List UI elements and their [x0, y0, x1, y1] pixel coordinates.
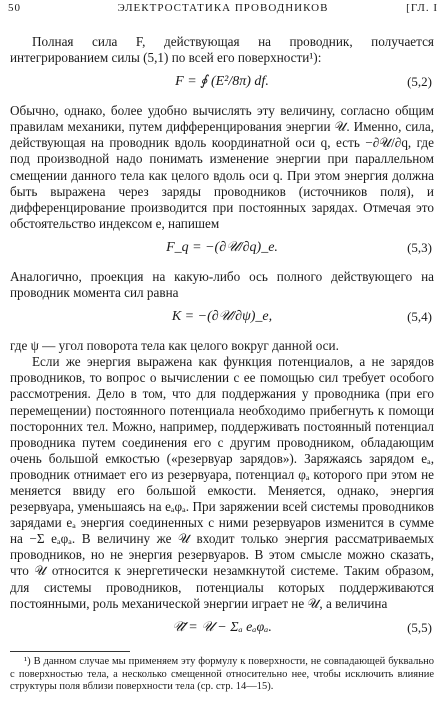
equation-5-4 — [10, 304, 434, 334]
paragraph-4: где ψ — угол поворота тела как целого вокруг данной оси. — [10, 338, 339, 354]
equation-formula: K = −(∂𝒰/∂ψ)_e, — [171, 309, 273, 325]
running-header — [8, 2, 438, 20]
main-text — [10, 34, 434, 649]
equation-5-3 — [10, 235, 434, 265]
equation-formula: 𝒰̃ = 𝒰 − Σₐ eₐφₐ. — [172, 619, 272, 635]
paragraph-1: Полная сила F, действующая на проводник, получается интегрированием силы (5,1) по всей его поверхности¹): — [10, 34, 434, 66]
running-title: ЭЛЕКТРОСТАТИКА ПРОВОДНИКОВ — [117, 2, 329, 14]
footnote: ¹) В данном случае мы применяем эту формулу к поверхности, не совпадающей буквально с поверхностью тела, а несколько смещенной относительно нее, чтобы исключить влияние структуры поля вблизи поверхности тела (ср. стр. 14—15). — [10, 656, 434, 692]
equation-5-5 — [10, 615, 434, 645]
equation-formula: F_q = −(∂𝒰/∂q)_e. — [166, 239, 278, 255]
equation-number: (5,3) — [407, 239, 432, 255]
equation-number: (5,5) — [407, 619, 432, 635]
paragraph-5: Если же энергия выражена как функция потенциалов, а не зарядов проводников, то вопрос о вычислении с ее помощью сил требует особого рассмотрения. Дело в том, что для поддержания у проводника (при его перемещении) постоянного потенциала необходимо прибегнуть к помощи посторонних тел. Можно, например, поддерживать постоянный потенциал проводника путем соединения его с другим проводником, обладающим очень большой емкостью («резервуар зарядов»). Заряжаясь зарядом eₐ, проводник отнимает его из резервуара, потенциал φₐ которого при этом не меняется ввиду его большой емкости. Меняется, однако, энергия резервуара, уменьшаясь на eₐφₐ. При заряжении всей системы проводников зарядами eₐ энергия соединенных с ними резервуаров изменится в сумме на −Σ eₐφₐ. В величину же 𝒰 входит только энергия рассматриваемых проводников, но не энергия резервуаров. В этом смысле можно сказать, что 𝒰 относится к энергетически незамкнутой системе. Таким образом, для системы проводников, потенциалы которых поддерживаются постоянными, роль механической энергии играет не 𝒰, а величина — [10, 354, 434, 611]
equation-formula: F = ∮ (E²/8π) df. — [175, 74, 269, 90]
equation-5-2 — [10, 69, 434, 99]
footnote-divider — [10, 651, 130, 652]
page-number: 50 — [8, 2, 21, 14]
equation-number: (5,2) — [407, 74, 432, 90]
paragraph-2: Обычно, однако, более удобно вычислять эту величину, согласно общим правилам механики, путем дифференцирования энергии 𝒰. Именно, сила, действующая на проводник вдоль координатной оси q, есть −∂𝒰/∂q, где под производной надо понимать изменение энергии при параллельном смещении данного тела как целого вдоль оси q. При этом энергия должна быть выражена через заряды проводников (источников поля), и дифференцирование производится при постоянных зарядах. Отмечая это обстоятельство индексом e, напишем — [10, 103, 434, 231]
paragraph-3: Аналогично, проекция на какую-либо ось полного действующего на проводник момента сил равна — [10, 268, 434, 301]
chapter-label: [ГЛ. I — [406, 2, 438, 14]
equation-number: (5,4) — [407, 309, 432, 325]
